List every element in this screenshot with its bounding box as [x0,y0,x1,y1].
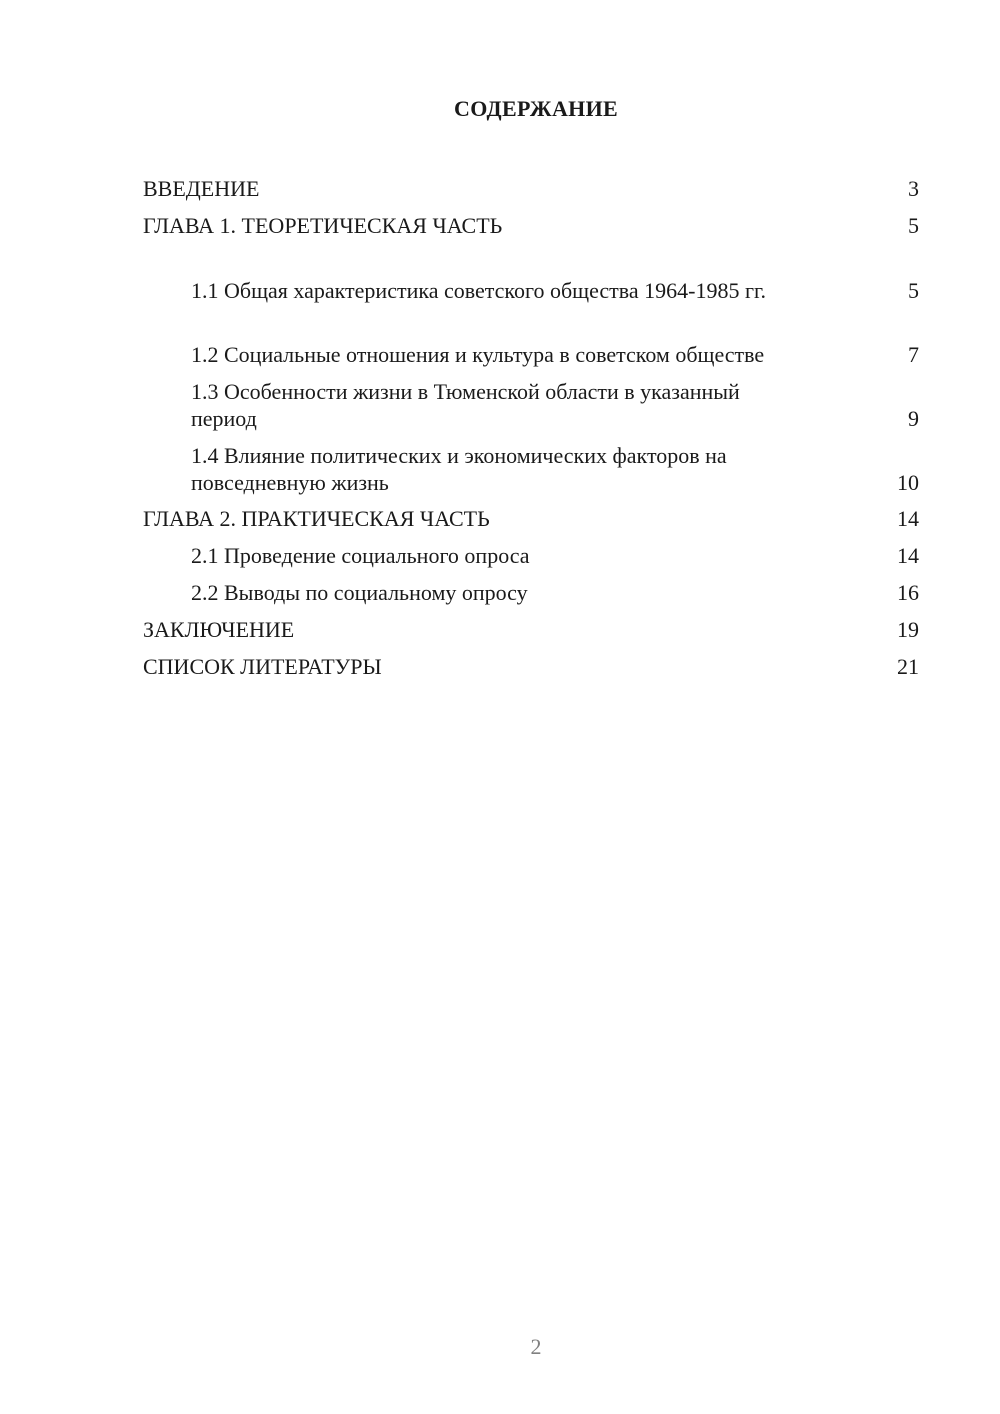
toc-entry-section-1-2[interactable] [143,308,919,372]
toc-entry-section-1-1[interactable] [143,244,919,308]
toc-entry-label: 2.2 Выводы по социальному опросу [191,580,528,605]
toc-entry-section-2-1[interactable] [143,537,919,574]
toc-entry-page: 14 [897,543,919,568]
toc-entry-page: 3 [908,176,919,201]
toc-entry-label: 1.3 Особенности жизни в Тюменской области в указанный период [191,379,740,431]
toc-entry-page: 14 [897,506,919,531]
toc-entry-conclusion[interactable] [143,611,919,648]
page-number: 2 [530,1334,542,1359]
toc-entry-label: ГЛАВА 1. ТЕОРЕТИЧЕСКАЯ ЧАСТЬ [143,213,503,238]
toc-entry-label: 1.1 Общая характеристика советского общества 1964-1985 гг. [191,278,767,303]
toc-entry-label: СПИСОК ЛИТЕРАТУРЫ [143,654,382,679]
toc-entry-label: ЗАКЛЮЧЕНИЕ [143,617,295,642]
toc-entry-page: 9 [908,406,919,431]
toc-entry-label: 1.4 Влияние политических и экономических факторов на повседневную жизнь [191,443,727,495]
toc-entry-section-1-3[interactable] [143,372,919,436]
page-title: СОДЕРЖАНИЕ [454,96,618,121]
toc-entry-page: 10 [897,470,919,495]
toc-entry-label: ГЛАВА 2. ПРАКТИЧЕСКАЯ ЧАСТЬ [143,506,490,531]
toc-entry-page: 21 [897,654,919,679]
toc-entry-chapter-2[interactable] [143,500,919,537]
toc-entry-chapter-1[interactable] [143,207,919,244]
toc-entry-page: 5 [908,213,919,238]
toc-entry-page: 7 [908,342,919,367]
toc-entry-page: 16 [897,580,919,605]
toc-entry-label: 1.2 Социальные отношения и культура в советском обществе [191,342,765,367]
toc-entry-label: 2.1 Проведение социального опроса [191,543,530,568]
toc-entry-introduction[interactable] [143,170,919,207]
toc-entry-section-1-4[interactable] [143,436,919,500]
toc-entry-page: 19 [897,617,919,642]
toc-entry-label: ВВЕДЕНИЕ [143,176,260,201]
toc-entry-section-2-2[interactable] [143,574,919,611]
toc-entry-page: 5 [908,278,919,303]
table-of-contents [143,170,919,685]
toc-entry-bibliography[interactable] [143,648,919,685]
